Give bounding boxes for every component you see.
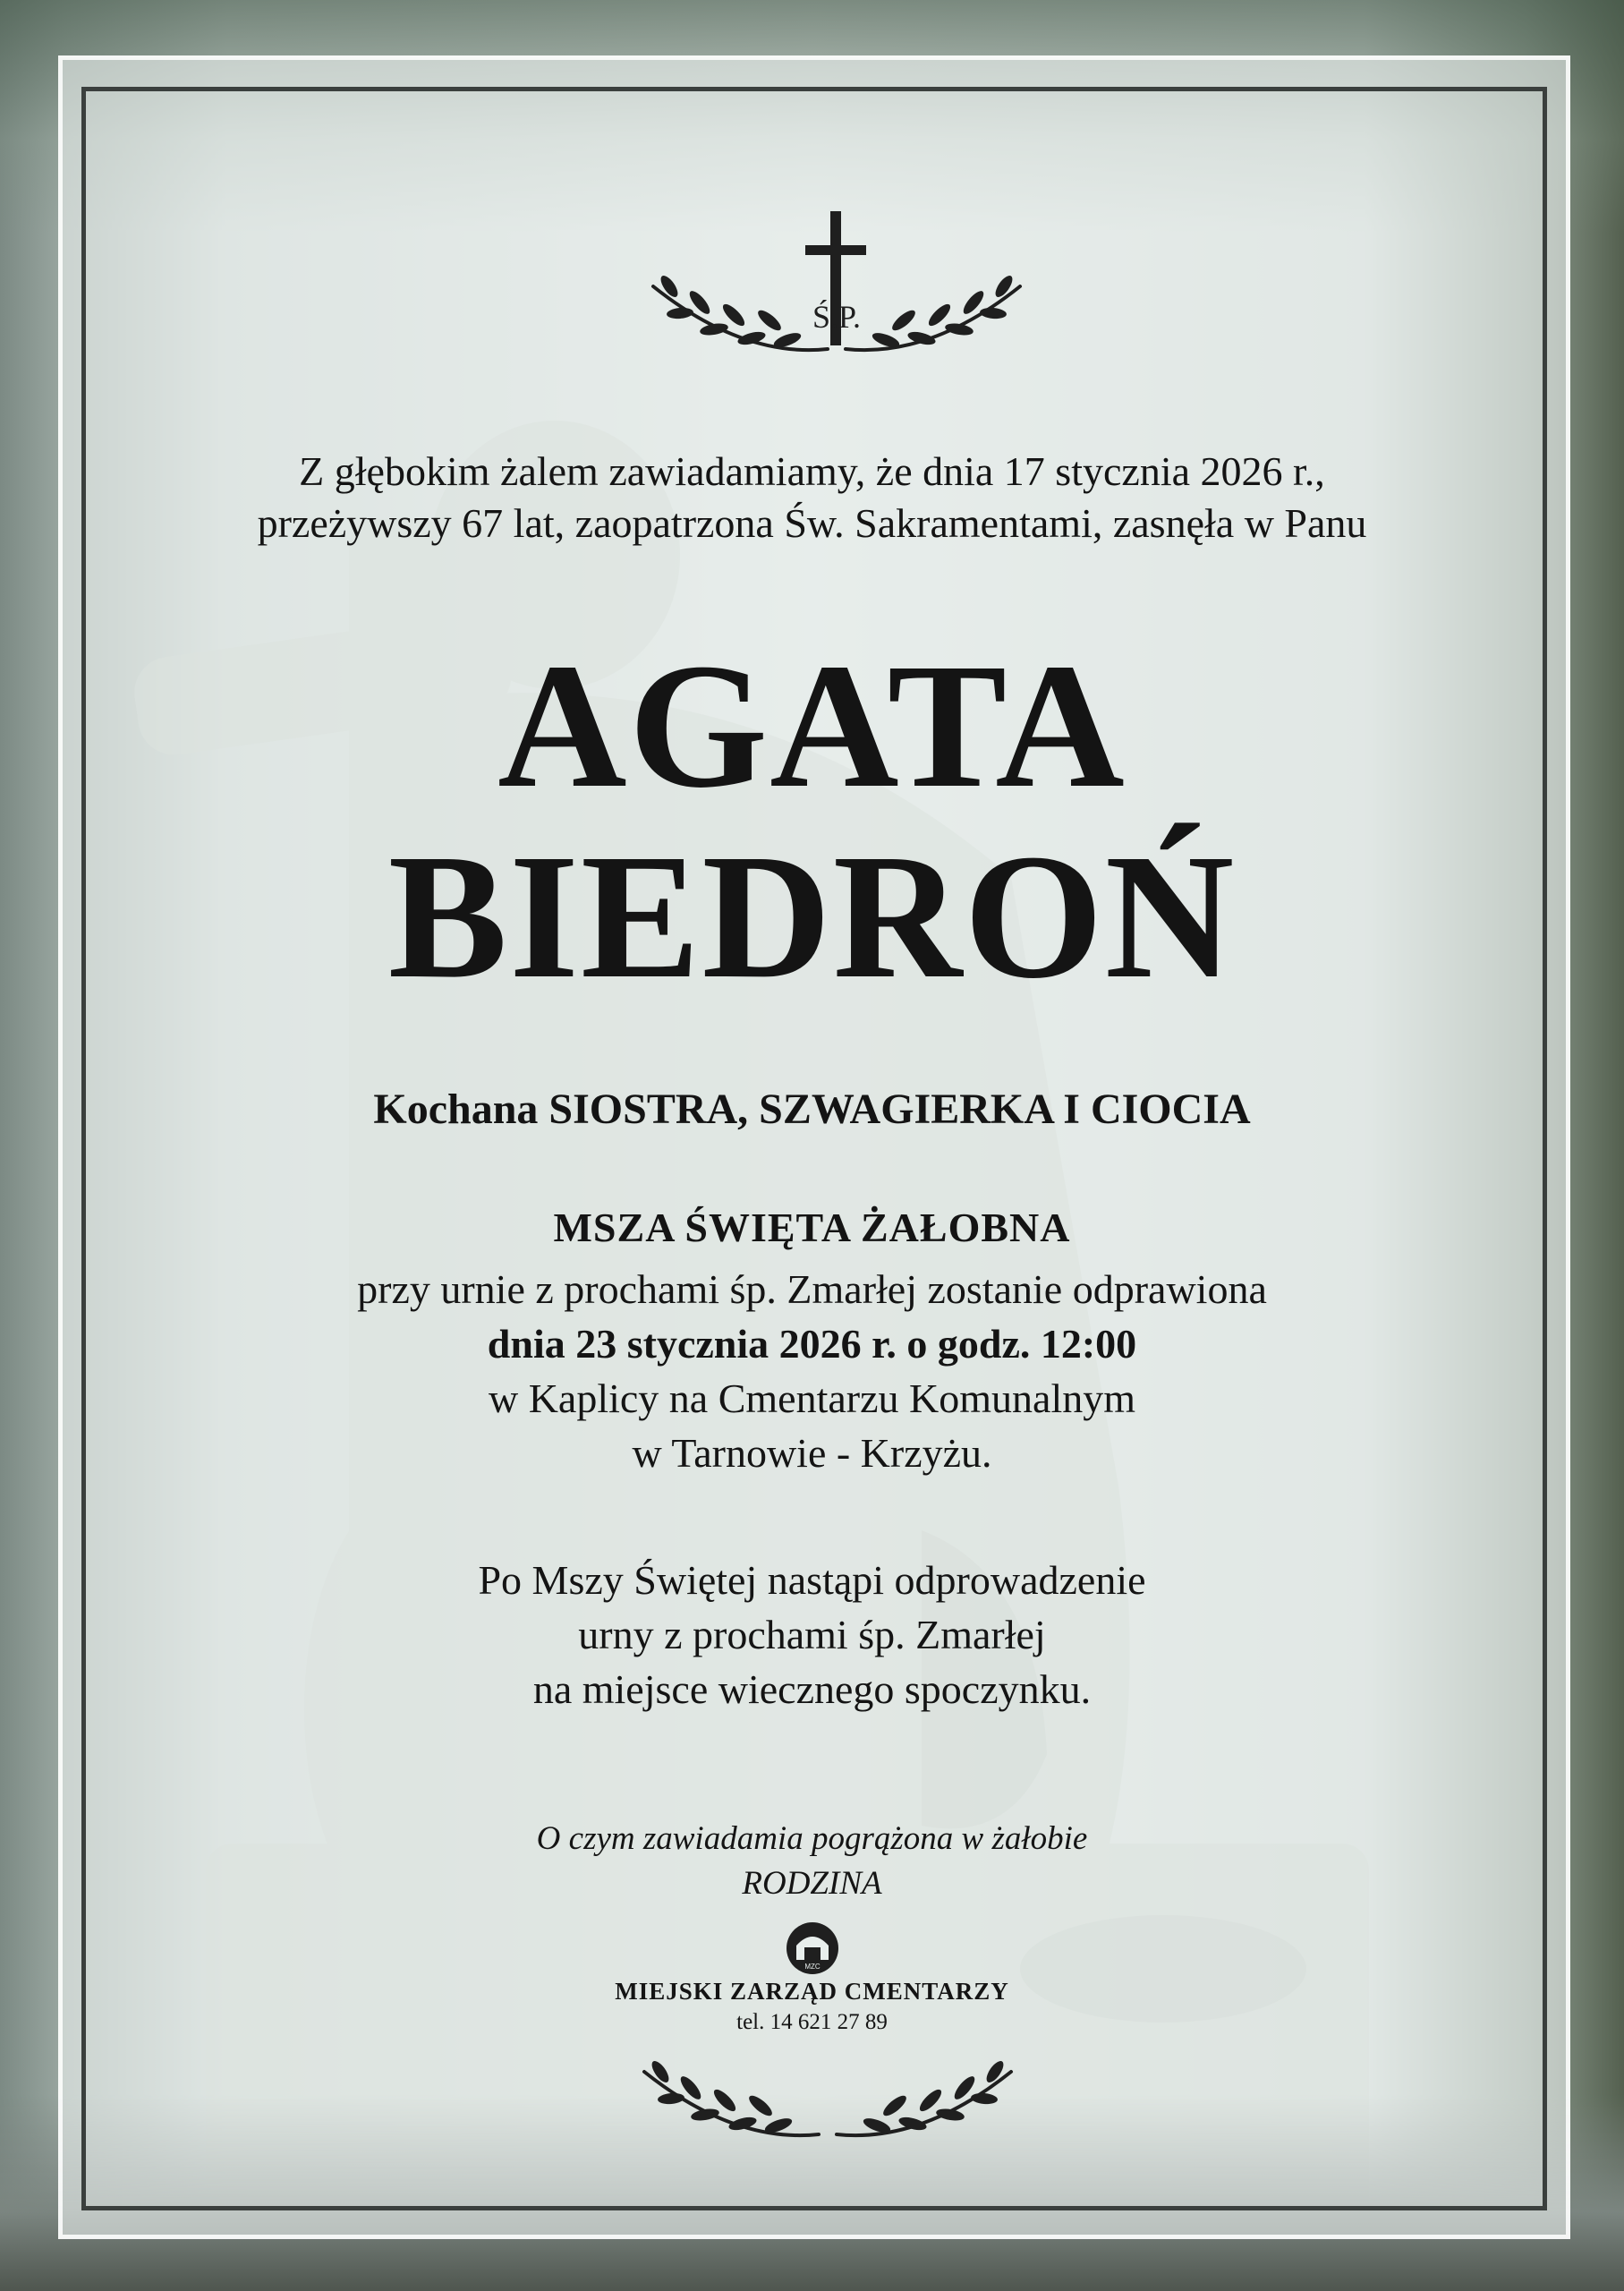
organization-phone: tel. 14 621 27 89 [736, 2010, 888, 2034]
top-ornament [635, 206, 1038, 376]
deceased-last-name: BIEDROŃ [387, 818, 1237, 1016]
after-mass-text [0, 1553, 1624, 1716]
mass-title: MSZA ŚWIĘTA ŻAŁOBNA [553, 1205, 1071, 1250]
closing-line-1: O czym zawiadamia pogrążona w żałobie [536, 1820, 1088, 1857]
intro-line-2: przeżywszy 67 lat, zaopatrzona Św. Sakramentami, zasnęła w Panu [257, 500, 1367, 546]
closing-text [0, 1817, 1624, 1906]
closing-family: RODZINA [742, 1865, 882, 1902]
organization-name: MIEJSKI ZARZĄD CMENTARZY [615, 1978, 1009, 2005]
after-mass-line-2: urny z prochami śp. Zmarłej [578, 1612, 1046, 1657]
mass-date-time: dnia 23 stycznia 2026 r. o godz. 12:00 [487, 1321, 1137, 1367]
mass-line-4: w Tarnowie - Krzyżu. [632, 1430, 992, 1476]
bottom-laurel-ornament [626, 2045, 1029, 2161]
mass-details [0, 1262, 1624, 1480]
cemetery-gate-logo-icon [785, 1921, 840, 1976]
mass-line-1: przy urnie z prochami śp. Zmarłej zostanie odprawiona [357, 1266, 1267, 1312]
relation-text: Kochana SIOSTRA, SZWAGIERKA I CIOCIA [373, 1086, 1251, 1133]
mass-line-3: w Kaplicy na Cmentarzu Komunalnym [488, 1375, 1136, 1421]
initials-label: Ś.P. [812, 299, 862, 335]
deceased-first-name: AGATA [497, 627, 1127, 825]
laurel-branch-icon [644, 2072, 1011, 2135]
after-mass-line-1: Po Mszy Świętej nastąpi odprowadzenie [478, 1557, 1146, 1603]
intro-text [0, 446, 1624, 549]
logo-text: MZC [804, 1963, 821, 1971]
intro-line-1: Z głębokim żalem zawiadamiamy, że dnia 17 stycznia 2026 r., [299, 448, 1325, 494]
after-mass-line-3: na miejsce wiecznego spoczynku. [532, 1666, 1092, 1712]
